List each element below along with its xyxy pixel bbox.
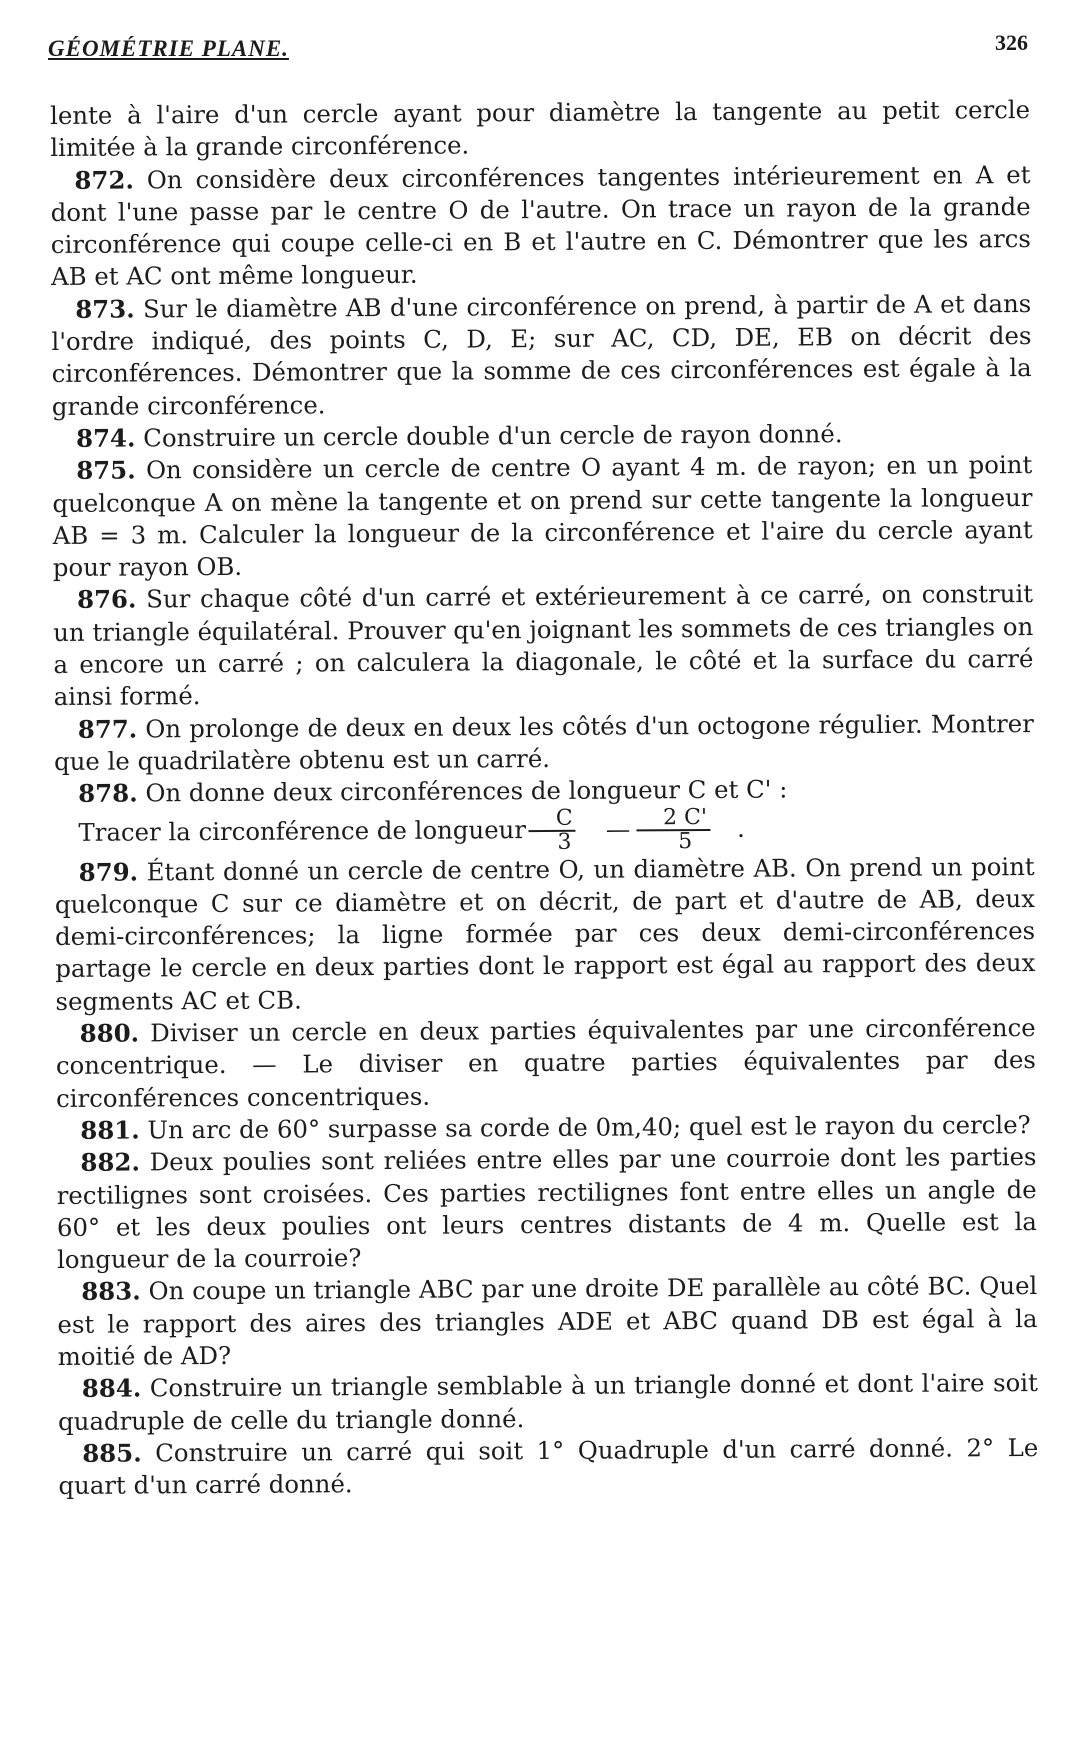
- exercise-873: [51, 288, 1032, 423]
- fraction-2c-over-5: [636, 804, 710, 854]
- exercise-880: [56, 1012, 1037, 1115]
- exercise-number: 882.: [80, 1147, 140, 1178]
- exercise-text: On considère un cercle de centre O ayant 4 m. de rayon; en un point quelconque A on mène la tangente et on prend sur cette tangente la longueur AB = 3 m. Calculer la longueur de la circonférence et l'aire du cercle ayant pour rayon OB.: [52, 450, 1033, 583]
- exercise-text: Diviser un cercle en deux parties équivalentes par une circonférence concentrique. — Le diviser en quatre parties équivalentes par des circonférences concentriques.: [55, 1013, 1036, 1113]
- exercise-text: Sur chaque côté d'un carré et extérieurement à ce carré, on construit un triangle équilatéral. Prouver qu'en joignant les sommets de ces triangles on a encore un carré ; on calculera la diagonale, le côté et la surface du carré ainsi formé.: [53, 579, 1034, 712]
- exercise-884: [58, 1367, 1038, 1438]
- exercise-877: [54, 708, 1034, 779]
- page-header: [48, 30, 1028, 72]
- continuation-paragraph: lente à l'aire d'un cercle ayant pour diamètre la tangente au petit cercle limitée à la grande circonférence.: [50, 95, 1031, 163]
- formula-task: Tracer la circonférence de longueur: [78, 815, 527, 848]
- exercise-883: [57, 1270, 1038, 1373]
- exercise-text: Construire un carré qui soit 1° Quadruple d'un carré donné. 2° Le quart d'un carré donné.: [58, 1432, 1039, 1501]
- exercise-number: 885.: [82, 1438, 142, 1468]
- exercise-text: On prolonge de deux en deux les côtés d'un octogone régulier. Montrer que le quadrilatère obtenu est un carré.: [53, 708, 1034, 776]
- fraction-numerator: C: [529, 807, 576, 831]
- fraction-denominator: 3: [557, 829, 572, 855]
- exercise-text: On donne deux circonférences de longueur C et C' :: [145, 774, 788, 808]
- exercise-number: 879.: [78, 857, 139, 887]
- exercise-number: 880.: [79, 1018, 140, 1048]
- exercise-text: Sur le diamètre AB d'une circonférence on prend, à partir de A et dans l'ordre indiqué, des points C, D, E; sur AC, CD, DE, EB on décrit des circonférences. Démontrer que la somme de ces circonférences est égale à la grande circonférence.: [51, 288, 1032, 421]
- exercise-number: 883.: [81, 1276, 141, 1307]
- exercise-text: Deux poulies sont reliées entre elles par une courroie dont les parties rectilignes sont croisées. Ces parties rectilignes font entre elles un angle de 60° et les deux poulies ont leurs centres distants de 4 m. Quelle est la longueur de la courroie?: [56, 1142, 1037, 1275]
- exercise-878-formula: [54, 805, 1034, 857]
- exercise-number: 875.: [76, 455, 136, 486]
- running-title: GÉOMÉTRIE PLANE.: [48, 36, 289, 61]
- exercise-872: [50, 159, 1031, 294]
- exercise-text: Un arc de 60° surpasse sa corde de 0m,40; quel est le rayon du cercle?: [147, 1109, 1031, 1145]
- exercise-number: 881.: [80, 1115, 140, 1145]
- exercise-876: [53, 578, 1034, 713]
- exercise-number: 876.: [76, 584, 137, 615]
- page-number: 326: [995, 30, 1028, 55]
- fraction-denominator: 5: [678, 828, 693, 854]
- exercise-885: [58, 1432, 1038, 1503]
- exercise-879: [55, 851, 1036, 1018]
- formula-end: .: [736, 814, 745, 844]
- exercise-list: [50, 94, 1039, 1502]
- exercise-text: Construire un triangle semblable à un triangle donné et dont l'aire soit quadruple de celle du triangle donné.: [57, 1368, 1038, 1436]
- fraction-numerator: 2 C': [636, 807, 710, 831]
- exercise-number: 874.: [75, 423, 136, 453]
- exercise-text: Construire un cercle double d'un cercle de rayon donné.: [143, 419, 843, 453]
- exercise-text: On considère deux circonférences tangentes intérieurement en A et dont l'une passe par le centre O de l'autre. On trace un rayon de la grande circonférence qui coupe celle-ci en B et l'autre en C. Démontrer que les arcs AB et AC ont même longueur.: [50, 159, 1031, 292]
- exercise-number: 873.: [75, 294, 135, 324]
- exercise-882: [56, 1141, 1037, 1276]
- exercise-number: 878.: [78, 778, 138, 809]
- exercise-875: [52, 449, 1033, 584]
- exercise-text: Étant donné un cercle de centre O, un diamètre AB. On prend un point quelconque C sur ce diamètre et on décrit, de part et d'autre de AB, deux demi-circonférences; la ligne formée par ces deux demi-circonférences partage le cercle en deux parties dont le rapport est égal au rapport des deux segments AC et CB.: [54, 851, 1036, 1016]
- exercise-number: 884.: [81, 1373, 142, 1404]
- exercise-text: On coupe un triangle ABC par une droite DE parallèle au côté BC. Quel est le rapport des aires des triangles ADE et ABC quand DB est égal à la moitié de AD?: [57, 1271, 1038, 1371]
- exercise-number: 877.: [77, 714, 138, 744]
- fraction-c-over-3: [529, 807, 576, 853]
- exercise-number: 872.: [74, 165, 134, 195]
- minus-operator: —: [605, 814, 631, 844]
